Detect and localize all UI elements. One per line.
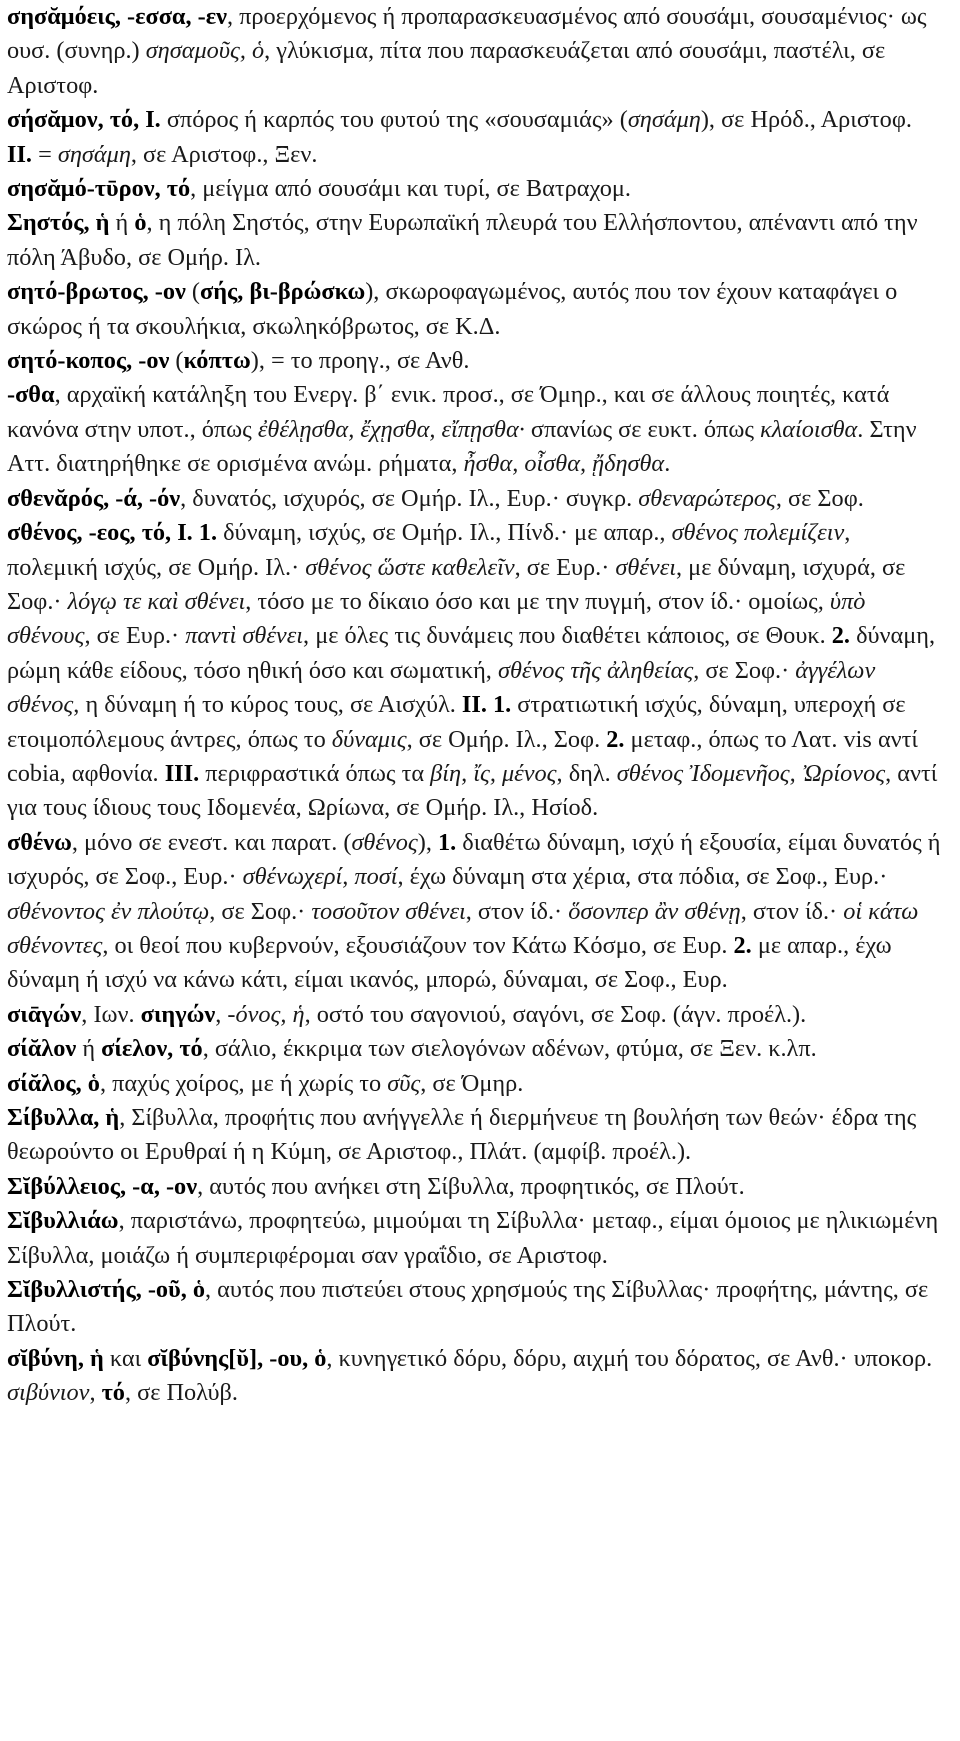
dictionary-entry — [7, 1342, 942, 1411]
definition-text: , σε Αριστοφ., Ξεν. — [130, 140, 318, 168]
bold-text: 2. — [831, 622, 850, 650]
definition-text: , αντί για τους ίδιους τους Ιδομενέα, Ωρίωνα, σε Ομήρ. Ιλ., Ησίοδ. — [7, 759, 938, 822]
bold-text: σιηγών — [140, 1000, 216, 1028]
definition-text: , δυνατός, ισχυρός, σε Ομήρ. Ιλ., Ευρ.· συγκρ. — [180, 484, 639, 512]
greek-italic-text: ὑπὸ σθένους — [7, 587, 866, 650]
definition-text: ), σκωροφαγωμένος, αυτός που τον έχουν καταφάγει ο σκώρος ή τα σκουλήκια, σκωληκόβρωτος, σε Κ.Δ. — [7, 278, 898, 340]
dictionary-entry — [7, 206, 942, 275]
definition-text: δύναμη, ισχύς, σε Ομήρ. Ιλ., Πίνδ.· με απαρ., — [217, 519, 672, 547]
bold-text: II. 1. — [461, 691, 512, 719]
greek-italic-text: σθένος πολεμίζειν — [671, 519, 845, 547]
dictionary-entry — [7, 344, 942, 378]
greek-italic-text: -όνος, ἡ — [227, 1000, 305, 1028]
definition-text: , η πόλη Σηστός, στην Ευρωπαϊκή πλευρά του Ελλήσποντου, απέναντι από την πόλη Άβυδο, σε Ομήρ. Ιλ. — [7, 209, 918, 271]
definition-text: ( — [185, 278, 201, 306]
entry-headword: Σῐβυλλιστής, -οῦ, ὁ — [7, 1276, 205, 1304]
bold-text: III. — [164, 759, 200, 787]
greek-italic-text: σιβύνιον — [7, 1379, 90, 1407]
definition-text: , οστό του σαγονιού, σαγόνι, σε Σοφ. (άγν. προέλ.). — [304, 1000, 807, 1028]
definition-text: , πολεμική ισχύς, σε Ομήρ. Ιλ.· — [7, 519, 851, 581]
entry-headword: σίᾰλον — [7, 1035, 77, 1063]
greek-italic-text: οἱ κάτω σθένοντες — [7, 897, 919, 959]
definition-text: , σε Ομήρ. Ιλ., Σοφ. — [406, 725, 607, 753]
bold-text: σίελον, τό — [101, 1035, 203, 1063]
dictionary-entry — [7, 998, 942, 1032]
entry-headword: σθένος, -εος, τό, I. 1. — [7, 519, 218, 547]
definition-text: μεταφ., όπως το Λατ. vis αντί cobia, αφθονία. — [7, 725, 918, 787]
entry-headword: σησᾰμό-τῡρον, τό — [7, 175, 191, 203]
greek-italic-text: σησάμη — [57, 140, 131, 168]
definition-text: , μείγμα από σουσάμι και τυρί, σε Βατραχομ. — [190, 175, 631, 203]
greek-italic-text: κλαίοισθα — [760, 415, 858, 443]
greek-italic-text: λόγῳ τε καὶ σθένει — [67, 587, 246, 615]
definition-text: , σε Σοφ.· — [209, 897, 312, 925]
definition-text: , έχω δύναμη στα χέρια, στα πόδια, σε Σοφ., Ευρ.· — [397, 863, 888, 891]
definition-text: , με δύναμη, ισχυρά, σε Σοφ.· — [7, 553, 906, 615]
definition-text: , στον ίδ.· — [740, 897, 844, 925]
greek-italic-text: σθένει — [615, 553, 677, 581]
definition-text: ή — [76, 1035, 102, 1063]
bold-text: σῐβύνης[ῠ], -ου, ὁ — [147, 1344, 327, 1372]
definition-text: , αυτός που ανήκει στη Σίβυλλα, προφητικός, σε Πλούτ. — [197, 1172, 745, 1200]
entry-headword: σητό-κοπος, -ον — [7, 347, 170, 375]
definition-text: , — [89, 1379, 102, 1407]
entry-headword: σησᾰμόεις, -εσσα, -εν — [7, 3, 227, 30]
definition-text: ), σε Ηρόδ., Αριστοφ. — [700, 106, 912, 134]
definition-text: , σάλιο, έκκριμα των σιελογόνων αδένων, φτύμα, σε Ξεν. κ.λπ. — [202, 1035, 817, 1063]
definition-text: και — [103, 1344, 148, 1372]
entry-headword: Σῐβύλλειος, -α, -ον — [7, 1172, 198, 1200]
entry-headword: Σῐβυλλιάω — [7, 1207, 119, 1235]
definition-text: περιφραστικά όπως τα — [199, 759, 431, 787]
bold-text: 2. — [606, 725, 625, 753]
greek-italic-text: ἐθέλῃσθα, ἔχῃσθα, εἴπῃσθα· — [257, 415, 525, 443]
definition-text: , παριστάνω, προφητεύω, μιμούμαι τη Σίβυλλα· μεταφ., είμαι όμοιος με ηλικιωμένη Σίβυλλα, μοιάζω ή συμπεριφέρομαι σαν γραΐδιο, σε Αριστοφ. — [7, 1207, 939, 1269]
greek-italic-text: τοσοῦτον σθένει — [311, 897, 466, 925]
entry-headword: σητό-βρωτος, -ον — [7, 278, 186, 306]
bold-text: κόπτω — [183, 347, 251, 375]
definition-text: , σε Σοφ. — [775, 484, 864, 512]
definition-text: ), — [417, 828, 438, 856]
definition-text: ), = το προηγ., σε Ανθ. — [250, 347, 470, 375]
definition-text: στρατιωτική ισχύς, δύναμη, υπεροχή σε ετοιμοπόλεμους άντρες, όπως το — [7, 691, 906, 753]
greek-italic-text: σθένωχερί, ποσί — [242, 863, 398, 891]
definition-text: , — [215, 1000, 228, 1028]
definition-text: , σε Ευρ.· — [84, 622, 186, 650]
definition-text: , η δύναμη ή το κύρος τους, σε Αισχύλ. — [73, 691, 462, 719]
greek-italic-text: σησάμη — [627, 106, 701, 134]
definition-text: , προερχόμενος ή προπαρασκευασμένος από σουσάμι, σουσαμένιος· ως ουσ. (συνηρ.) — [7, 3, 927, 65]
definition-text: ( — [169, 347, 184, 375]
definition-text: , Σίβυλλα, προφήτις που ανήγγελλε ή διερμήνευε τη βουλήση των θεών· έδρα της θεωρούντο οι Ερυθραί ή η Κύμη, σε Αριστοφ., Πλάτ. (αμφίβ. προέλ.). — [7, 1104, 917, 1166]
entry-headword: Σηστός, ἡ — [7, 209, 110, 237]
dictionary-entry — [7, 826, 942, 998]
definition-text: , αρχαϊκή κατάληξη του Ενεργ. β΄ ενικ. προσ., σε Όμηρ., και σε άλλους ποιητές, κατά κανόνα στην υποτ., όπως — [7, 381, 890, 443]
greek-italic-text: σθένος — [351, 828, 418, 856]
greek-italic-text: σθένος ὥστε καθελεῖν — [305, 553, 515, 581]
dictionary-entry — [7, 172, 942, 206]
definition-text: , σε Πολύβ. — [124, 1379, 238, 1407]
bold-text: τό — [101, 1379, 125, 1407]
dictionary-entry — [7, 516, 942, 826]
entry-headword: σιᾱγών — [7, 1000, 82, 1028]
greek-italic-text: σθεναρώτερος — [638, 484, 776, 512]
dictionary-entry — [7, 103, 942, 172]
bold-text: ὁ — [134, 209, 147, 237]
greek-italic-text: σθένος τῆς ἀληθείας — [497, 656, 694, 684]
dictionary-entry — [7, 1273, 942, 1342]
entry-headword: Σίβυλλα, ἡ — [7, 1104, 120, 1131]
entry-headword: -σθα — [7, 381, 55, 409]
greek-italic-text: σησαμοῦς, ὁ — [145, 37, 265, 65]
entry-headword: σθένω — [7, 828, 72, 856]
greek-italic-text: βίη, ἴς, μένος — [430, 759, 557, 787]
definition-text: , σε Σοφ.· — [693, 656, 796, 684]
dictionary-entry — [7, 1032, 942, 1066]
greek-italic-text: ἀγγέλων σθένος — [7, 656, 876, 719]
definition-text: = — [32, 140, 58, 168]
definition-text: διαθέτω δύναμη, ισχύ ή εξουσία, είμαι δυνατός ή ισχυρός, σε Σοφ., Ευρ.· — [7, 828, 941, 891]
definition-text: , σε Ευρ.· — [514, 553, 616, 581]
definition-text: , στον ίδ.· — [465, 897, 569, 925]
dictionary-entry — [7, 1067, 942, 1101]
greek-italic-text: δύναμις — [331, 725, 407, 753]
dictionary-entry — [7, 482, 942, 516]
definition-text: , κυνηγετικό δόρυ, δόρυ, αιχμή του δόρατος, σε Ανθ.· υποκορ. — [326, 1344, 933, 1372]
definition-text: , οι θεοί που κυβερνούν, εξουσιάζουν τον Κάτω Κόσμο, σε Ευρ. — [102, 931, 734, 959]
definition-text: ή — [109, 209, 135, 237]
definition-text: σπόρος ή καρπός του φυτού της «σουσαμιάς» ( — [160, 106, 628, 134]
dictionary-entry — [7, 275, 942, 344]
definition-text: , Ιων. — [81, 1000, 141, 1028]
greek-italic-text: παντὶ σθένει — [185, 622, 304, 650]
bold-text: σής, βι-βρώσκω — [200, 278, 366, 306]
definition-text: , γλύκισμα, πίτα που παρασκευάζεται από σουσάμι, παστέλι, σε Αριστοφ. — [7, 37, 886, 99]
bold-text: 1. — [438, 828, 457, 856]
entry-list — [7, 0, 942, 1411]
definition-text: σπανίως σε ευκτ. όπως — [524, 415, 761, 443]
greek-italic-text: σθένος Ἰδομενῆος, Ὠρίονος — [616, 759, 886, 787]
greek-italic-text: ὅσονπερ ἂν σθένῃ — [568, 897, 741, 925]
entry-headword: σθενᾰρός, -ά, -όν — [7, 484, 181, 512]
definition-text: με απαρ., έχω δύναμη ή ισχύ να κάνω κάτι, είμαι ικανός, μπορώ, δύναμαι, σε Σοφ., Ευρ. — [7, 931, 892, 994]
entry-headword: σῐβύνη, ἡ — [7, 1344, 104, 1372]
definition-text: δύναμη, ρώμη κάθε είδους, τόσο ηθική όσο και σωματική, — [7, 622, 936, 684]
bold-text: II. — [7, 140, 32, 168]
greek-italic-text: σθένοντος ἐν πλούτῳ — [7, 897, 210, 925]
greek-italic-text: ἦσθα, οἶσθα, ᾔδησθα — [463, 450, 665, 478]
dictionary-entry — [7, 0, 942, 103]
definition-text: , μόνο σε ενεστ. και παρατ. ( — [71, 828, 352, 856]
entry-headword: σήσᾰμον, τό, I. — [7, 106, 161, 134]
definition-text: . Στην Αττ. διατηρήθηκε σε ορισμένα ανώμ. ρήματα, — [7, 415, 917, 478]
dictionary-entry — [7, 1204, 942, 1273]
dictionary-entry — [7, 378, 942, 481]
dictionary-entry — [7, 1101, 942, 1170]
definition-text: , τόσο με το δίκαιο όσο και με την πυγμή, στον ίδ.· ομοίως, — [245, 587, 830, 615]
definition-text: , αυτός που πιστεύει στους χρησμούς της Σίβυλλας· προφήτης, μάντης, σε Πλούτ. — [7, 1276, 929, 1338]
greek-italic-text: σῦς — [387, 1069, 421, 1097]
dictionary-entry — [7, 1170, 942, 1204]
definition-text: , σε Όμηρ. — [420, 1069, 524, 1097]
definition-text: . — [664, 450, 671, 478]
entry-headword: σίᾰλος, ὁ — [7, 1069, 100, 1097]
definition-text: , παχύς χοίρος, με ή χωρίς το — [99, 1069, 388, 1097]
definition-text: , δηλ. — [556, 759, 617, 787]
definition-text: , με όλες τις δυνάμεις που διαθέτει κάποιος, σε Θουκ. — [303, 622, 832, 650]
bold-text: 2. — [733, 931, 752, 959]
